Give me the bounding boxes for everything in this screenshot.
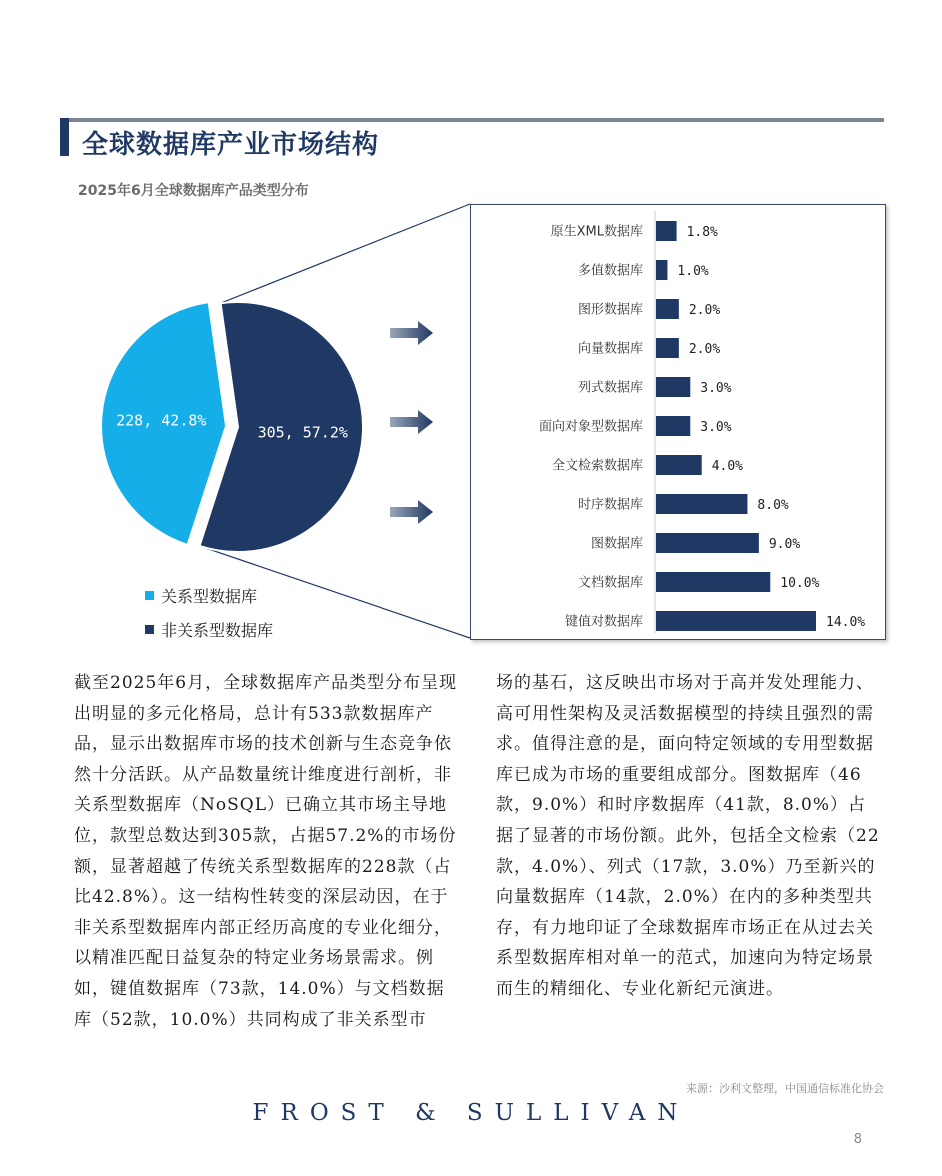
bar-value-label: 14.0% [826,615,866,630]
bar-category-label: 文档数据库 [577,575,643,591]
header-rule [60,118,884,122]
arrow-right-icon [390,499,434,525]
bar-category-label: 多值数据库 [577,263,643,279]
bar-rect [656,260,667,280]
page-number: 8 [853,1132,862,1147]
bar-rect [656,377,690,397]
bar-rect [656,455,702,475]
bar-category-label: 图数据库 [590,536,643,552]
bar-rect [656,533,759,553]
bar-rect [656,338,679,358]
legend-label-relational: 关系型数据库 [161,586,258,606]
bar-rect [656,611,816,631]
callout-line-top [221,204,470,303]
bar-category-label: 原生XML数据库 [550,224,643,240]
bar-chart-panel [470,204,886,640]
bar-category-label: 面向对象型数据库 [538,419,643,435]
legend-swatch-nonrelational [145,625,154,634]
bar-value-label: 3.0% [700,420,732,435]
bar-value-label: 10.0% [780,576,820,591]
bar-value-label: 1.8% [686,225,718,240]
bar-value-label: 2.0% [688,342,721,357]
bar-value-label: 8.0% [757,498,789,513]
bar-value-label: 9.0% [768,537,801,552]
bar-rect [656,494,747,514]
legend-item-relational [145,578,273,612]
bar-value-label: 3.0% [700,381,732,396]
bar-chart [471,205,885,639]
pie-label-relational: 228, 42.8% [116,411,207,430]
bar-category-label: 图形数据库 [577,302,643,318]
bar-value-label: 1.0% [677,264,709,279]
bar-value-label: 4.0% [711,459,744,474]
source-note: 来源：沙利文整理，中国通信标准化协会 [686,1082,884,1095]
pie-label-nonrelational: 305, 57.2% [257,423,348,442]
bar-rect [656,299,679,319]
legend-item-nonrelational [145,612,273,646]
arrow-right-icon [390,409,434,435]
bar-value-label: 2.0% [688,303,721,318]
bar-category-label: 向量数据库 [577,341,643,357]
bar-rect [656,221,677,241]
chart-title: 2025年6月全球数据库产品类型分布 [78,183,309,199]
bar-category-label: 键值对数据库 [564,614,643,630]
title-accent-bar [60,118,69,156]
bar-category-label: 全文检索数据库 [551,458,643,474]
legend-swatch-relational [145,591,154,600]
body-text-left: 截至2025年6月，全球数据库产品类型分布呈现出明显的多元化格局，总计有533款数据库产品，显示出数据库市场的技术创新与生态竞争依然十分活跃。从产品数量统计维度进行剖析，非关系型数据库（NoSQL）已确立其市场主导地位，款型总数达到305款，占据57.2%的市场份额，显著超越了传统关系型数据库的228款（占比42.8%）。这一结构性转变的深层动因，在于非关系型数据库内部正经历高度的专业化细分，以精准匹配日益复杂的特定业务场景需求。例如，键值数据库（73款，14.0%）与文档数据库（52款，10.0%）共同构成了非关系型市 [74,673,458,1030]
bar-category-label: 列式数据库 [577,380,643,396]
legend-label-nonrelational: 非关系型数据库 [161,620,274,640]
bar-category-label: 时序数据库 [577,497,643,513]
body-text-right: 场的基石，这反映出市场对于高并发处理能力、高可用性架构及灵活数据模型的持续且强烈的需求。值得注意的是，面向特定领域的专用型数据库已成为市场的重要组成部分。图数据库（46款，9.0%）和时序数据库（41款，8.0%）占据了显著的市场份额。此外，包括全文检索（22款，4.0%）、列式（17款，3.0%）乃至新兴的向量数据库（14款，2.0%）在内的多种类型共存，有力地印证了全球数据库市场正在从过去关系型数据库相对单一的范式，加速向为特定场景而生的精细化、专业化新纪元演进。 [496,673,880,999]
pie-legend [145,578,273,646]
arrow-right-icon [390,320,434,346]
bar-rect [656,416,690,436]
bar-rect [656,572,770,592]
frost-sullivan-logo: FROST & SULLIVAN [252,1100,690,1126]
page-title: 全球数据库产业市场结构 [82,130,380,160]
